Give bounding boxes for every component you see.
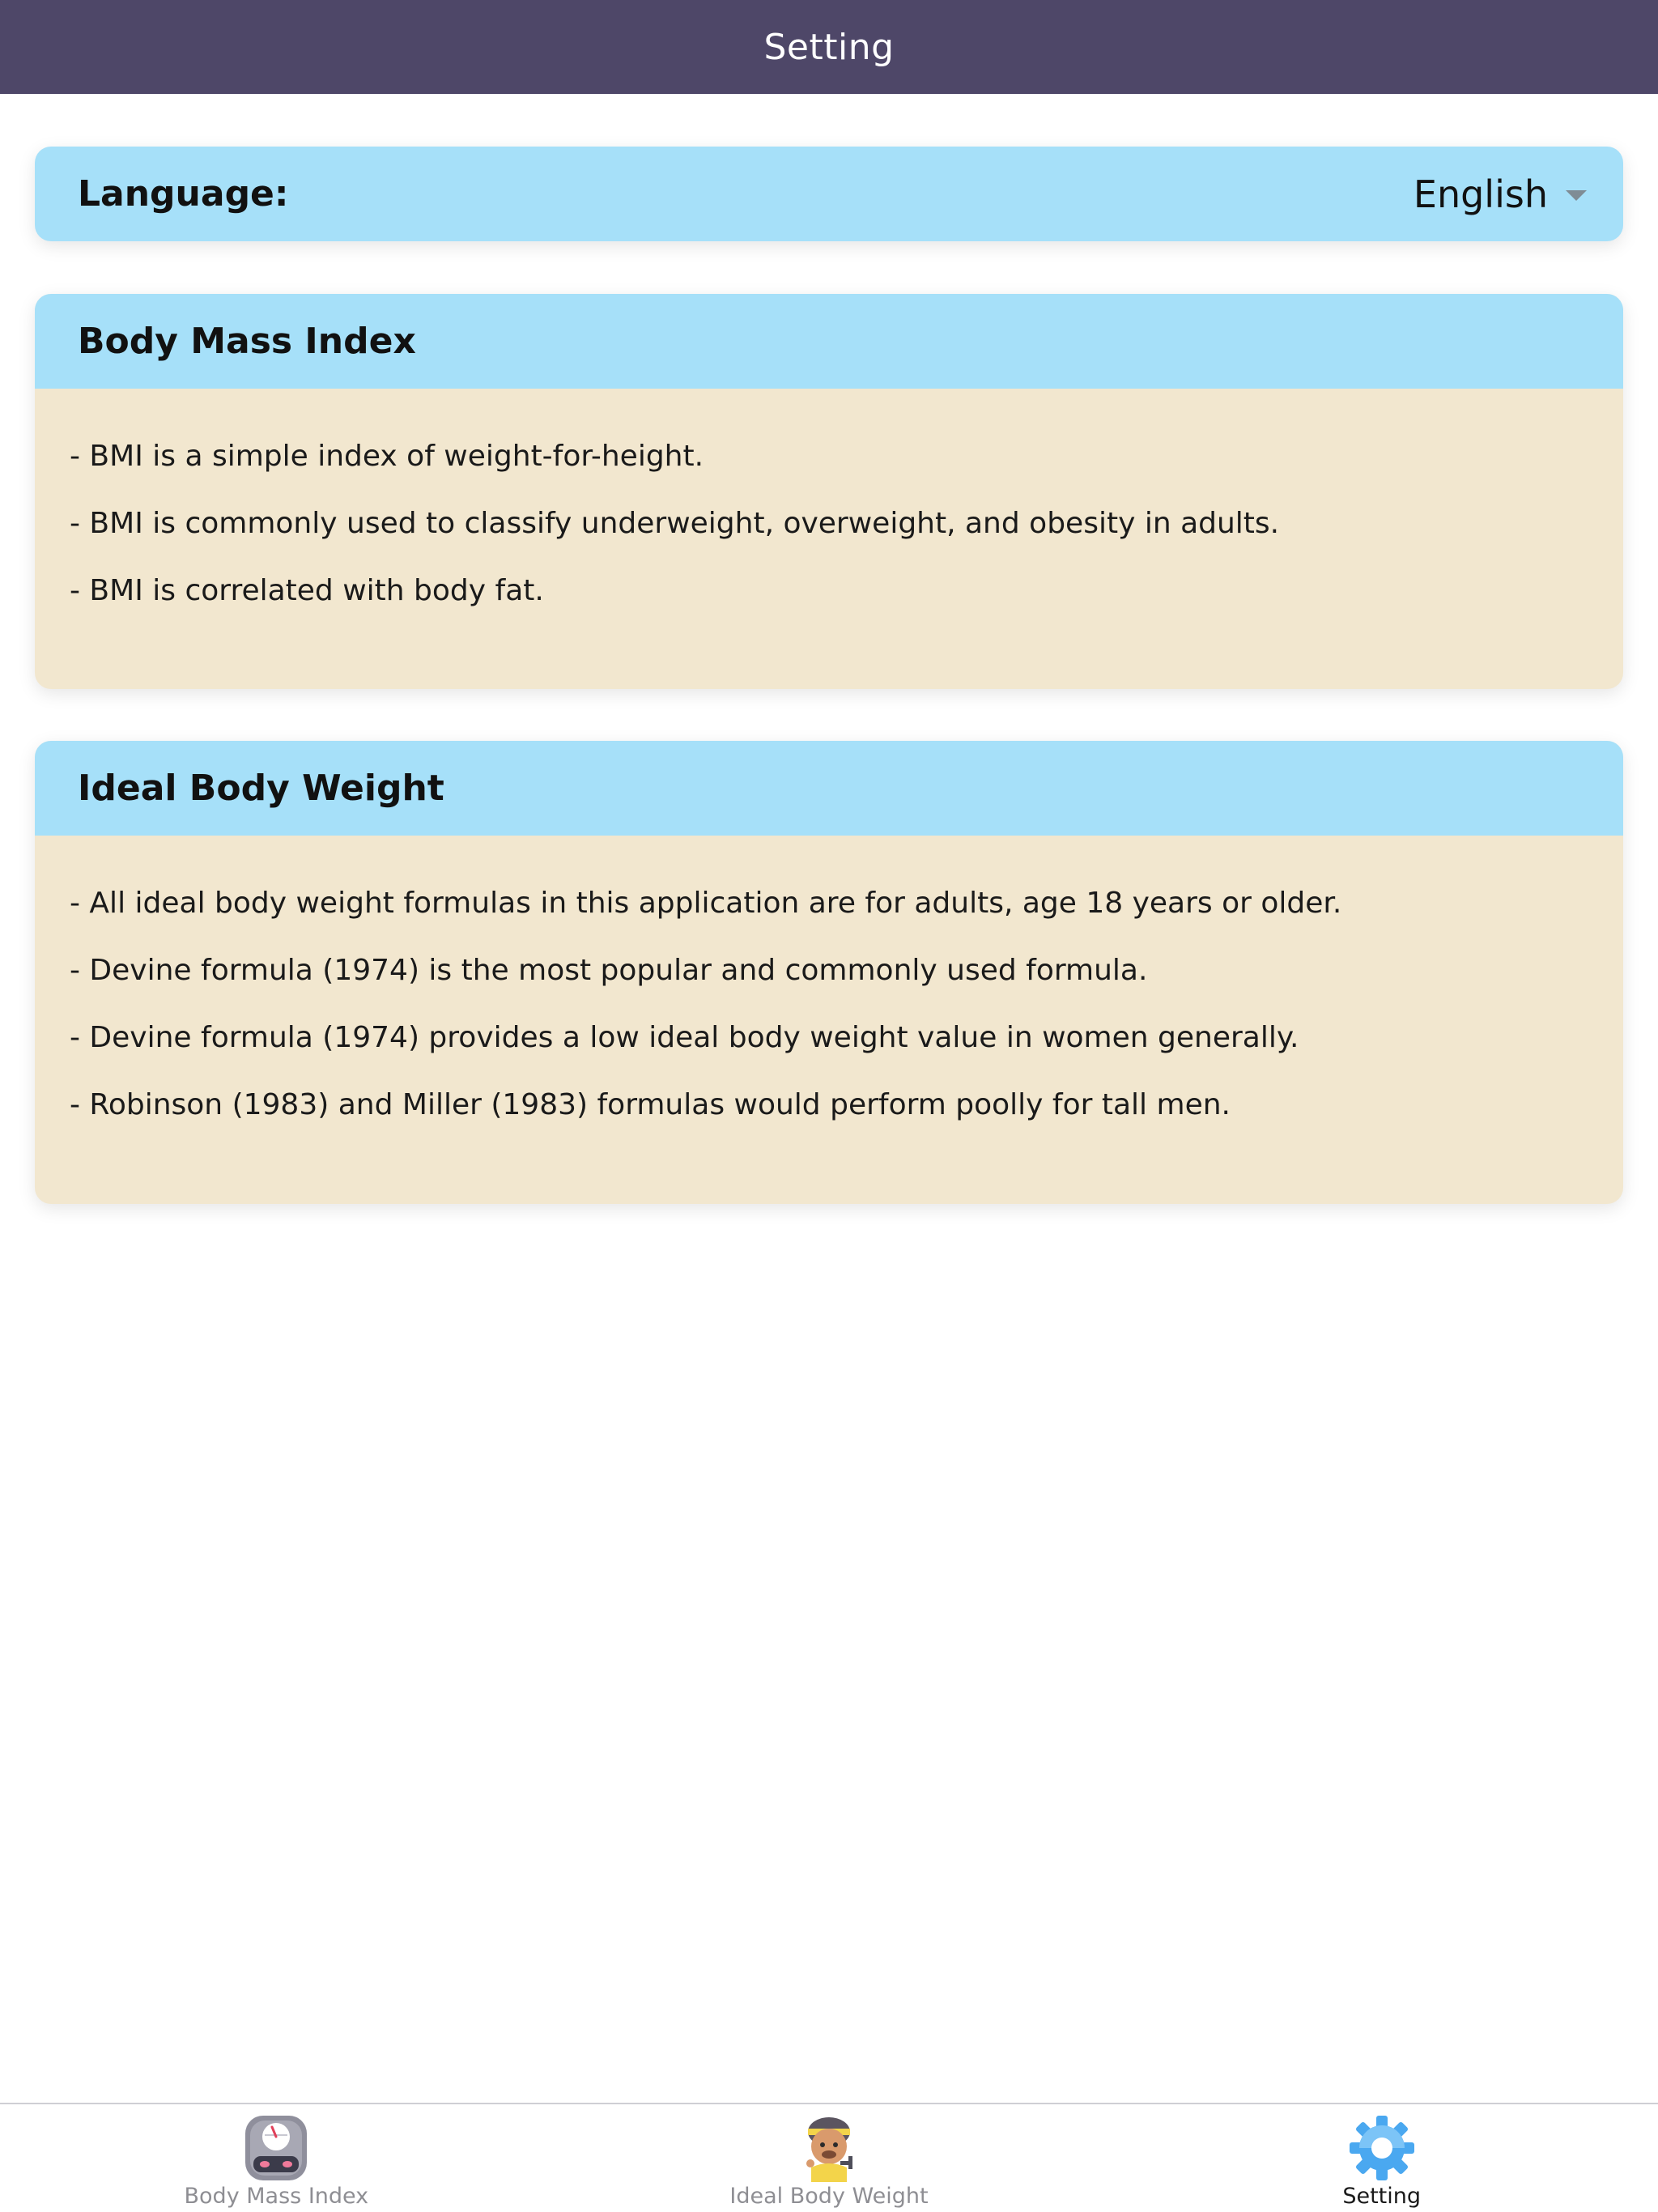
tab-body-mass-index[interactable] [0,2104,553,2212]
gear-icon [1348,2114,1416,2182]
scale-icon [242,2114,310,2182]
ibw-card-title: Ideal Body Weight [78,768,444,809]
tab-label: Setting [1342,2184,1422,2209]
ibw-card-header [35,741,1623,836]
info-line: - Devine formula (1974) is the most popular and commonly used formula. [70,954,1148,987]
language-card [35,147,1623,241]
nav-header [0,0,1658,94]
language-label: Language: [78,173,289,215]
tab-ideal-body-weight[interactable] [553,2104,1106,2212]
language-value: English [1413,172,1548,216]
tab-setting[interactable] [1105,2104,1658,2212]
info-line: - BMI is a simple index of weight-for-height. [70,440,704,473]
info-line: - Robinson (1983) and Miller (1983) formulas would perform poolly for tall men. [70,1088,1231,1121]
tab-label: Body Mass Index [184,2184,369,2209]
bmi-card-title: Body Mass Index [78,321,416,362]
bmi-card-body [35,389,1623,642]
info-line: - All ideal body weight formulas in this application are for adults, age 18 years or older. [70,887,1342,920]
athlete-icon [795,2114,863,2182]
tab-bar [0,2103,1658,2212]
language-dropdown[interactable] [1414,172,1587,216]
ibw-card-body [35,836,1623,1156]
info-line: - BMI is commonly used to classify underweight, overweight, and obesity in adults. [70,507,1280,540]
bmi-info-card [35,294,1623,689]
page-title: Setting [763,26,895,68]
info-line: - Devine formula (1974) provides a low ideal body weight value in women generally. [70,1021,1299,1054]
bmi-card-header [35,294,1623,389]
ibw-info-card [35,741,1623,1204]
tab-label: Ideal Body Weight [729,2184,929,2209]
caret-down-icon [1566,190,1587,201]
info-line: - BMI is correlated with body fat. [70,574,544,607]
